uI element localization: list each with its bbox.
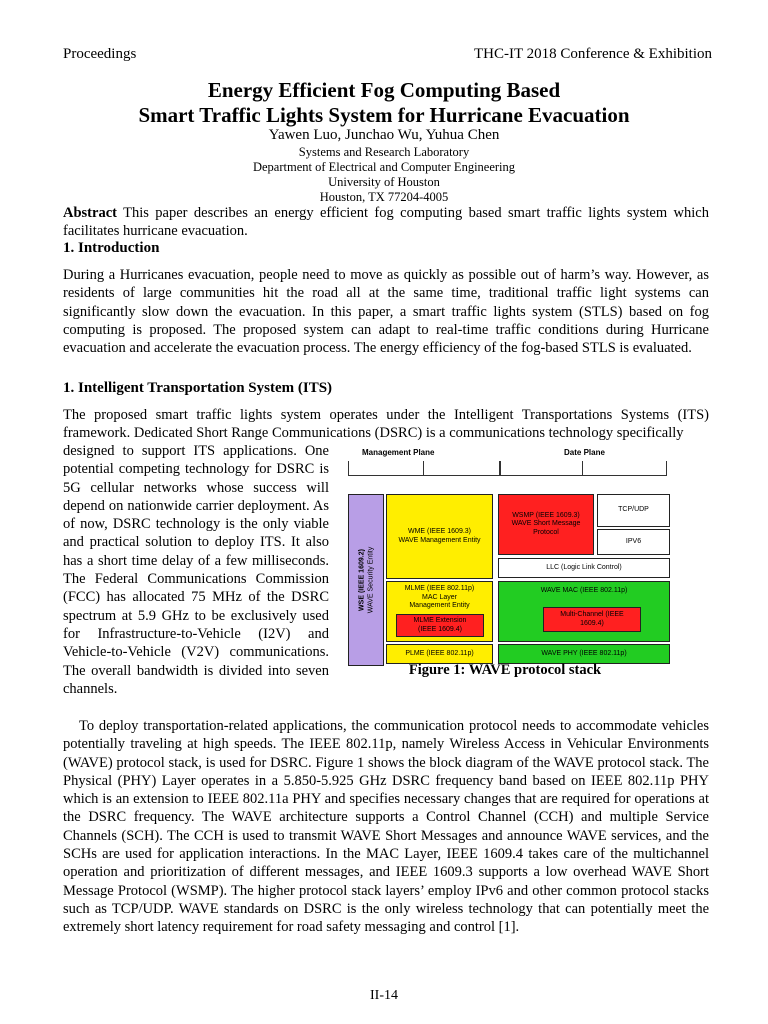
wave-paragraph: To deploy transportation-related applications, the communication protocol needs to accommodate vehicles potentially traveling at high speeds. The IEEE 802.11p, namely Wireless Access in Vehicular Environments (WAVE) protocol stack, is used for DSRC. Figure 1 shows the block diagram of the WAVE protocol stack. The Physical (PHY) Layer operates in a 5.850-5.925 GHz DSRC frequency band based on IEEE 802.11p PHY which is an extension to IEEE 802.11a PHY and specifies necessary changes that are required for operations at the DSRC frequency. The WAVE architecture supports a Control Channel (CCH) and multiple Service Channels (SCH). The CCH is used to transmit WAVE Short Messages and announce WAVE services, and the SCHs are used for application interactions. In the MAC Layer, IEEE 1609.4 takes care of the multichannel operation and prioritization of different messages, and IEEE 1609.3 supports a low overhead WAVE Short Message Protocol (WSMP). The higher protocol stack layers’ employ IPv6 and other common protocol stacks such as TCP/UDP. WAVE standards on DSRC is the only wireless technology that can potentially meet the extremely short latency requirement for road safety messaging and control [1].: [63, 718, 709, 936]
running-header-right: THC-IT 2018 Conference & Exhibition: [473, 46, 712, 62]
intro-paragraph: During a Hurricanes evacuation, people need to move as quickly as possible out of harm’s way. However, as residents of large communities hit the road all at the same time, traditional traffic light systems can significantly slow down the evacuation. In this paper, a smart traffic lights system (STLS) based on fog computing is proposed. The proposed system can adapt to real-time traffic conditions during Hurricane evacuation and accelerate the evacuation process. The energy efficiency of the fog-based STLS is evaluated.: [63, 267, 709, 357]
wave-protocol-stack-figure: [340, 448, 670, 670]
paper-title-line-2: Smart Traffic Lights System for Hurricane Evacuation: [138, 103, 630, 127]
mlme-ext-line-2: (IEEE 1609.4): [418, 625, 462, 633]
abstract-text: This paper describes an energy efficient fog computing based smart traffic lights system which facilitates hurricane evacuation.: [63, 205, 709, 239]
its-paragraph-full-width: The proposed smart traffic lights system operates under the Intelligent Transportations Systems (ITS) framework. Dedicated Short Range Communications (DSRC) is a communications technology specifically: [63, 407, 709, 442]
abstract-label: Abstract: [63, 205, 117, 221]
plme-block: PLME (IEEE 802.11p): [386, 644, 493, 664]
section-heading-its: 1. Intelligent Transportation System (ITS): [63, 380, 333, 396]
its-paragraph-wrapped: designed to support ITS applications. One potential competing technology for DSRC is 5G cellular networks whose success will depend on nationwide carrier deployment. As of now, DSRC technology is the only viable and practical solution to deploy ITS. It also has a short time delay of a few milliseconds. The Federal Communications Commission (FCC) has allocated 75 MHz of the DSRC spectrum at 5.9 GHz to be exclusively used for Infrastructure-to-Vehicle (I2V) and Vehicle-to-Vehicle (V2V) communications. The overall bandwidth is divided into seven channels.: [63, 443, 329, 697]
wave-mac-label: WAVE MAC (IEEE 802.11p): [540, 587, 628, 594]
affiliation-university: University of Houston: [328, 175, 440, 189]
affiliation-lab: Systems and Research Laboratory: [298, 145, 470, 159]
ipv6-block: IPV6: [597, 529, 670, 555]
llc-block: LLC (Logic Link Control): [498, 558, 670, 578]
wme-block: [386, 494, 493, 579]
mlme-line-1: MLME (IEEE 802.11p): [404, 585, 475, 592]
wme-line-2: WAVE Management Entity: [398, 536, 481, 544]
multi-channel-line-2: 1609.4): [580, 619, 604, 627]
management-plane-tick: [423, 461, 424, 475]
data-plane-tick: [582, 461, 583, 475]
management-plane-label: Management Plane: [362, 448, 435, 457]
mlme-ext-line-1: MLME Extension: [413, 617, 467, 624]
wse-label: WSE (IEEE 1609.2) WAVE Security Entity: [358, 546, 374, 614]
tcp-udp-block: TCP/UDP: [597, 494, 670, 527]
figure-caption: Figure 1: WAVE protocol stack: [408, 662, 602, 678]
wsmp-block: [498, 494, 594, 555]
page-number: II-14: [370, 988, 398, 1003]
wave-phy-block: WAVE PHY (IEEE 802.11p): [498, 644, 670, 664]
wse-block: [348, 494, 384, 666]
wsmp-line-3: Protocol: [533, 528, 559, 536]
wsmp-line-1: WSMP (IEEE 1609.3): [512, 511, 580, 519]
paper-title-line-1: Energy Efficient Fog Computing Based: [207, 78, 561, 102]
section-heading-introduction: 1. Introduction: [63, 240, 160, 256]
mlme-extension-block: [396, 614, 484, 637]
data-plane-bracket: [500, 461, 667, 476]
multi-channel-line-1: Multi-Channel (IEEE: [560, 611, 624, 618]
mlme-line-3: Management Entity: [409, 602, 470, 609]
mlme-line-2: MAC Layer: [421, 593, 457, 601]
affiliation-address: Houston, TX 77204-4005: [319, 190, 449, 204]
affiliation-dept: Department of Electrical and Computer Engineering: [252, 160, 516, 174]
abstract: [63, 204, 709, 240]
multi-channel-block: [543, 607, 641, 632]
wsmp-line-2: WAVE Short Message: [511, 520, 581, 528]
management-plane-bracket: [348, 461, 500, 476]
wme-line-1: WME (IEEE 1609.3): [407, 528, 472, 535]
authors: Yawen Luo, Junchao Wu, Yuhua Chen: [268, 127, 500, 143]
data-plane-label: Date Plane: [564, 448, 605, 457]
running-header-left: Proceedings: [63, 46, 137, 62]
